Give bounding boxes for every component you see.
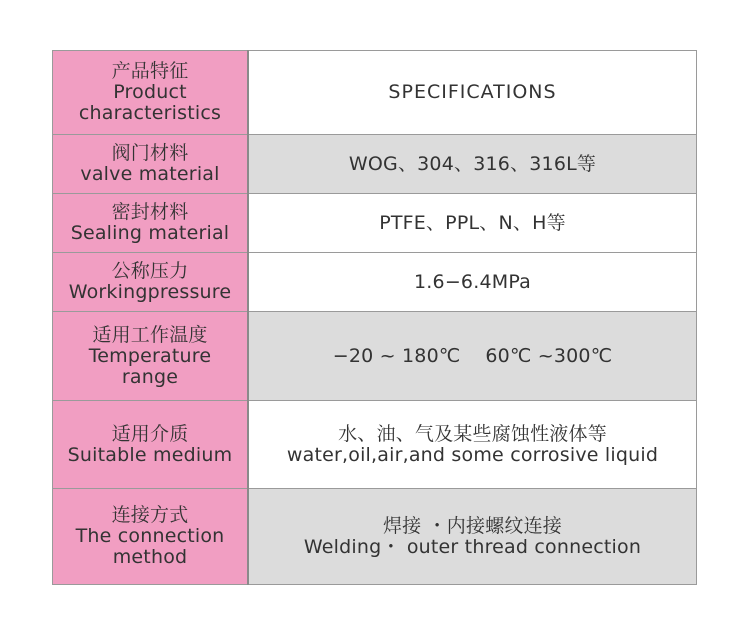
- label-en: Temperature: [88, 344, 212, 367]
- label-zh: 公称压力: [111, 260, 189, 282]
- label-en: Suitable medium: [67, 443, 233, 466]
- label-zh: 适用工作温度: [92, 323, 208, 346]
- value-text: 1.6−6.4MPa: [414, 270, 531, 293]
- label-cell: [53, 51, 249, 135]
- spec-row-suitable-medium: [53, 401, 697, 489]
- value-cell: [248, 312, 697, 401]
- label-zh: 适用介质: [111, 422, 189, 445]
- spec-row-temperature-range: [53, 312, 697, 401]
- label-cell: [53, 312, 249, 401]
- label-en: method: [112, 546, 188, 568]
- label-cell: [53, 401, 249, 489]
- value-text: 水、油、气及某些腐蚀性液体等: [338, 422, 607, 445]
- spec-row-connection-method: [53, 489, 697, 585]
- label-en: The connection: [75, 525, 225, 547]
- spec-row-working-pressure: [53, 253, 697, 312]
- value-cell: [248, 51, 697, 135]
- spec-row-product-characteristics: [53, 51, 697, 135]
- spec-row-valve-material: [53, 135, 697, 194]
- value-cell: [248, 489, 697, 585]
- label-cell: [53, 194, 249, 253]
- value-text: WOG、304、316、316L等: [348, 152, 597, 175]
- label-cell: [53, 135, 249, 194]
- label-zh: 阀门材料: [111, 142, 189, 164]
- label-zh: 产品特征: [111, 60, 189, 82]
- label-en: Product: [113, 81, 187, 103]
- value-cell: [248, 253, 697, 312]
- value-text: PTFE、PPL、N、H等: [379, 211, 566, 234]
- value-text: Welding・ outer thread connection: [303, 535, 642, 558]
- spec-row-sealing-material: [53, 194, 697, 253]
- value-cell: [248, 194, 697, 253]
- value-cell: [248, 401, 697, 489]
- label-en: Workingpressure: [68, 281, 232, 303]
- label-cell: [53, 489, 249, 585]
- label-zh: 连接方式: [111, 504, 189, 526]
- value-cell: [248, 135, 697, 194]
- label-en: Sealing material: [70, 222, 230, 244]
- specifications-table: [52, 50, 697, 585]
- label-zh: 密封材料: [111, 201, 189, 223]
- value-text: −20 ~ 180℃ 60℃ ~300℃: [332, 344, 613, 367]
- label-en: range: [121, 365, 179, 388]
- label-en: characteristics: [78, 102, 222, 124]
- value-text: SPECIFICATIONS: [388, 81, 557, 103]
- label-cell: [53, 253, 249, 312]
- value-text: 焊接 ・内接螺纹连接: [382, 514, 563, 537]
- value-text: water,oil,air,and some corrosive liquid: [286, 443, 659, 466]
- label-en: valve material: [80, 163, 220, 185]
